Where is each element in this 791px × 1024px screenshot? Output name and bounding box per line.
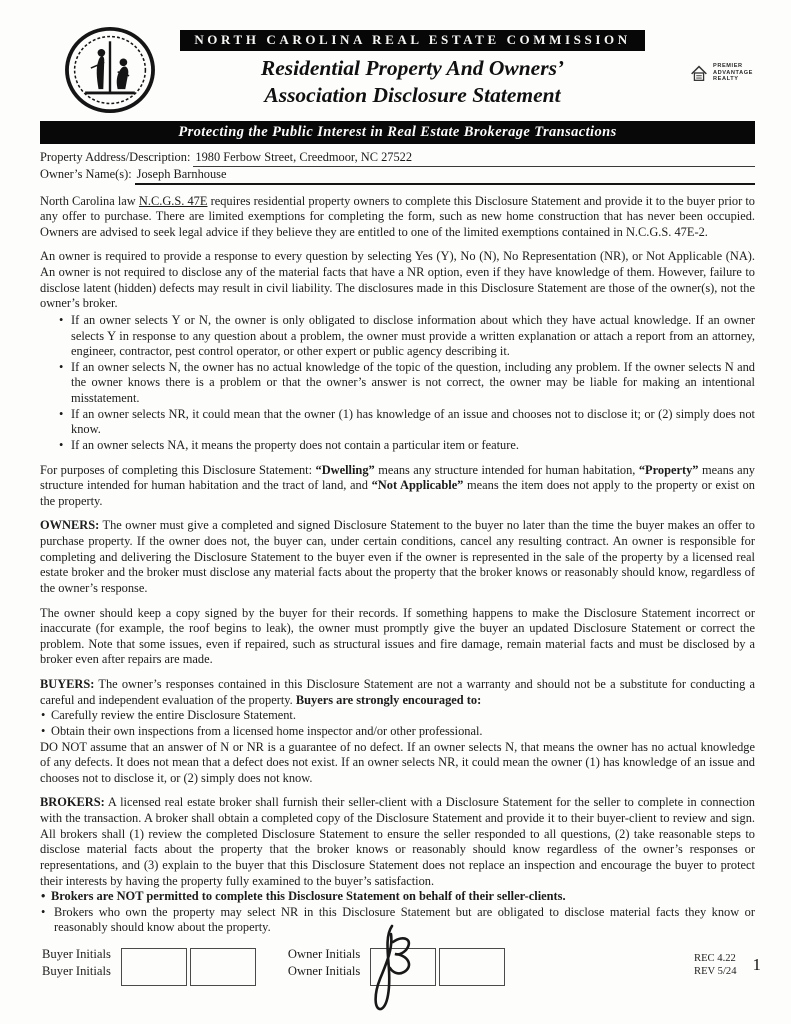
- paragraph-definitions: [40, 463, 755, 510]
- owners-heading: OWNERS:: [40, 518, 100, 533]
- brokers-list-item: • Brokers who own the property may select NR in this Disclosure Statement but are obligated to disclose material facts they know or reasonably should know about the property.: [40, 905, 755, 936]
- buyer-initials-label: Buyer Initials: [42, 964, 111, 978]
- form-code-line2: REV 5/24: [694, 966, 737, 977]
- buyers-list-item: • Carefully review the entire Disclosure Statement.: [40, 708, 755, 724]
- paragraph-owner-copy: The owner should keep a copy signed by the buyer for their records. If something happens to make the Disclosure Statement incorrect or inaccurate (for example, the roof begins to leak), the owner must promptly give the buyer an updated Disclosure Statement or correct the problem. Note that some issues, even if repaired, such as structural issues and fire damage, remain material facts and must be disclosed by a broker even after repairs are made.: [40, 605, 755, 667]
- owner-initials-labels: [288, 946, 360, 980]
- buyer-initials-boxes: [121, 948, 256, 986]
- house-mark-icon: [688, 62, 710, 84]
- tagline-bar: Protecting the Public Interest in Real Estate Brokerage Transactions: [40, 121, 755, 144]
- property-fields: [40, 150, 755, 184]
- buyers-encouraged-text: Buyers are strongly encouraged to:: [295, 692, 482, 707]
- buyers-heading: BUYERS:: [40, 677, 95, 692]
- buyer-initials-box-1[interactable]: [121, 948, 187, 986]
- owner-initials-box-1[interactable]: [370, 948, 436, 986]
- form-code-line1: REC 4.22: [694, 953, 736, 964]
- paragraph-buyers: [40, 677, 755, 708]
- paragraph-owners: [40, 518, 755, 596]
- owner-initials-label: Owner Initials: [287, 964, 361, 978]
- document-title-line1: Residential Property And Owners’: [260, 56, 565, 81]
- paragraph-responses: An owner is required to provide a response to every question by selecting Yes (Y), No (N), No Representation (NR), or Not Applicable (NA). An owner is not required to disclose any of the material facts that have a NR option, even if they have knowledge of them. However, failure to disclose latent (hidden) defects may result in civil liability. The disclosures made in this Disclosure Statement are those of the owner(s), not the owner’s broker.: [40, 249, 755, 311]
- brokers-list-item: • Brokers are NOT permitted to complete this Disclosure Statement on behalf of their seller-clients.: [40, 889, 755, 905]
- brokerage-name-line2: ADVANTAGE: [713, 69, 753, 76]
- definitions-pre: For purposes of completing this Disclosure Statement:: [40, 462, 316, 477]
- term-not-applicable: “Not Applicable”: [371, 478, 464, 493]
- brokerage-name-line1: PREMIER: [713, 62, 743, 69]
- definitions-mid1: means any structure intended for human habitation,: [374, 462, 639, 477]
- owner-initials-boxes: [370, 948, 505, 986]
- form-code: [694, 952, 736, 978]
- owners-text: The owner must give a completed and signed Disclosure Statement to the buyer no later than the time the buyer makes an offer to purchase property. If the owner does not, the buyer can, under certain conditions, cancel any resulting contract. An owner is responsible for completing and delivering the Disclosure Statement to the buyer even if the owner is represented in the sale of the property by a licensed real estate broker and the broker must disclose any material facts about the property that the broker knows or reasonably should know, regardless of the owner’s response.: [40, 518, 755, 595]
- owner-initials-label: Owner Initials: [287, 947, 361, 961]
- commission-title-bar: NORTH CAROLINA REAL ESTATE COMMISSION: [180, 30, 644, 51]
- document-title-line2: Association Disclosure Statement: [264, 82, 561, 107]
- definitions-end: means the item does not apply to the property or exist on the property.: [40, 478, 755, 508]
- page-number: 1: [752, 955, 761, 975]
- property-address-value[interactable]: 1980 Ferbow Street, Creedmoor, NC 27522: [193, 150, 755, 167]
- statute-reference: N.C.G.S. 47E: [138, 193, 208, 208]
- intro-text-pre: North Carolina law: [40, 193, 139, 208]
- buyer-initials-labels: [42, 946, 111, 980]
- brokerage-name-line3: REALTY: [713, 76, 739, 83]
- buyer-initials-box-2[interactable]: [190, 948, 256, 986]
- property-address-label: Property Address/Description:: [40, 150, 191, 165]
- list-item: • If an owner selects NA, it means the property does not contain a particular item or feature.: [40, 438, 755, 454]
- document-title: [180, 55, 645, 108]
- definitions-mid2: means any structure intended for human habitation and the tract of land, and: [40, 462, 755, 493]
- intro-text-post: requires residential property owners to complete this Disclosure Statement and provide it to the buyer prior to any offer to purchase. There are limited exemptions for completing the form, such as new home construction that has never been occupied. Owners are advised to seek legal advice if they believe they are entitled to one of the limited exemptions contained in N.C.G.S. 47E-2.: [40, 193, 755, 239]
- nc-state-seal-icon: [62, 26, 158, 114]
- paragraph-intro: [40, 194, 755, 241]
- brokerage-logo: [688, 62, 753, 84]
- list-item: • If an owner selects Y or N, the owner is only obligated to disclose information about which they have actual knowledge. If an owner selects Y in response to any question about a problem, the owner must provide a written explanation or attach a report from an attorney, engineer, contractor, pest control operator, or other expert or public agency describing it.: [40, 313, 755, 360]
- buyers-list-item: • Obtain their own inspections from a licensed home inspector and/or other professional.: [40, 724, 755, 740]
- initials-footer: [42, 946, 761, 986]
- brokers-text: A licensed real estate broker shall furnish their seller-client with a Disclosure Statement for the seller to complete in connection with the transaction. A broker shall obtain a completed copy of the Disclosure Statement and provide it to their buyer-client to review and sign. All brokers shall (1) review the completed Disclosure Statement to ensure the seller responded to all questions, (2) take reasonable steps to disclose material facts about the property that the broker knows or reasonably should know regardless of the owner’s responses or representations, and (3) explain to the buyer that this Disclosure Statement does not replace an inspection and encourage the buyer to protect their interests by having the property fully examined to the buyer’s satisfaction.: [40, 795, 755, 888]
- term-dwelling: “Dwelling”: [315, 462, 375, 477]
- list-item: • If an owner selects NR, it could mean that the owner (1) has knowledge of an issue and chooses not to disclose it; or (2) simply does not know.: [40, 407, 755, 438]
- owner-initials-box-2[interactable]: [439, 948, 505, 986]
- paragraph-brokers: [40, 795, 755, 889]
- term-property: “Property”: [638, 462, 699, 477]
- paragraph-do-not: DO NOT assume that an answer of N or NR is a guarantee of no defect. If an owner selects N, that means the owner has no actual knowledge of any defects. It does not mean that a defect does not exist. If an owner selects NR, it could mean the owner (1) has knowledge of an issue and chooses not to disclose it, or (2) simply does not know.: [40, 739, 755, 785]
- list-item: • If an owner selects N, the owner has no actual knowledge of the topic of the question, including any problem. If the owner selects N and the owner knows there is a problem or that the owner’s answer is not correct, the owner may be liable for making an intentional misstatement.: [40, 360, 755, 407]
- owner-name-row: [40, 167, 755, 185]
- property-address-row: [40, 150, 755, 167]
- brokerage-logo-text: [713, 63, 753, 84]
- brokers-heading: BROKERS:: [40, 795, 105, 810]
- owner-name-label: Owner’s Name(s):: [40, 166, 132, 181]
- owner-name-value[interactable]: Joseph Barnhouse: [135, 167, 755, 185]
- buyers-text: The owner’s responses contained in this Disclosure Statement are not a warranty and should not be a substitute for conducting a careful and independent evaluation of the property.: [40, 677, 755, 707]
- form-code-block: [694, 946, 761, 978]
- document-header: [40, 26, 755, 114]
- response-options-list: [40, 313, 755, 454]
- buyer-initials-label: Buyer Initials: [42, 947, 111, 961]
